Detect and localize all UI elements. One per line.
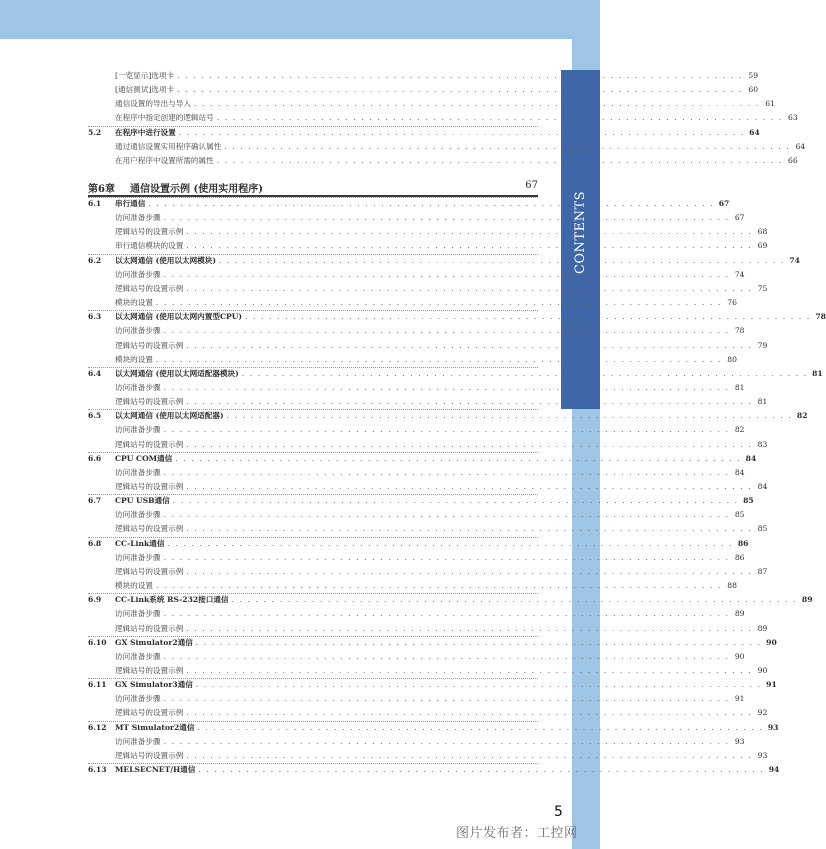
toc-subsection-entry[interactable]	[88, 240, 768, 252]
toc-entry-page: 92	[757, 708, 768, 718]
toc-section-entry[interactable]	[88, 495, 754, 507]
toc-entry-title: 逻辑站号的设置示例	[115, 750, 184, 760]
dot-leader: . . . . . . . . . . . . . . . . . . . . . . . . . . . . . . . . . . . . . . . . . . . . . . . . . . . . . . . . . . . . . . . . . . . . . . .	[197, 722, 764, 732]
toc-subsection-entry[interactable]	[88, 354, 737, 366]
toc-entry-title: MELSECNET/H通信	[115, 765, 196, 774]
toc-subsection-entry[interactable]	[88, 750, 768, 762]
toc-entry-title: 访问准备步骤	[115, 425, 161, 435]
dot-leader: . . . . . . . . . . . . . . . . . . . . . . . . . . . . . . . . . . . . . . . . . . . . . . . . . . . . . . . . . . . . . . . . . . . . . . .	[195, 637, 762, 647]
toc-entry-page: 90	[734, 651, 745, 661]
section-separator	[88, 197, 538, 198]
toc-entry-number: 6.1	[88, 199, 102, 208]
toc-section-entry[interactable]	[88, 410, 808, 422]
toc-section-entry[interactable]	[88, 311, 826, 323]
toc-entry-page: 74	[789, 255, 800, 265]
toc-subsection-entry[interactable]	[88, 566, 768, 578]
dot-leader: . . . . . . . . . . . . . . . . . . . . . . . . . . . . . . . . . . . . . . . . . . . . . . . . . . . . . . . . . . . . . . . . . . . . . . .	[177, 85, 744, 95]
dot-leader: . . . . . . . . . . . . . . . . . . . . . . . . . . . . . . . . . . . . . . . . . . . . . . . . . . . . . . . . . . . . . . . . . . . . . . .	[186, 750, 753, 760]
toc-subsection-entry[interactable]	[88, 70, 759, 82]
toc-entry-page: 86	[737, 538, 749, 548]
toc-entry-page: 78	[815, 312, 826, 322]
section-separator	[88, 763, 538, 764]
chapter-number: 第6章	[88, 184, 115, 195]
toc-section-entry[interactable]	[88, 637, 777, 649]
dot-leader: . . . . . . . . . . . . . . . . . . . . . . . . . . . . . . . . . . . . . . . . . . . . . . . . . . . . . . . . . . . . . . . . . . . . . . .	[186, 566, 753, 576]
section-separator	[88, 367, 538, 368]
toc-entry-title: 访问准备步骤	[115, 382, 161, 392]
toc-entry-title: 访问准备步骤	[115, 213, 161, 223]
toc-entry-number: 6.13	[88, 765, 107, 774]
toc-subsection-entry[interactable]	[88, 382, 745, 394]
dot-leader: . . . . . . . . . . . . . . . . . . . . . . . . . . . . . . . . . . . . . . . . . . . . . . . . . . . . . . . . . . . . . . . . . . . . . . .	[163, 736, 730, 746]
section-separator	[88, 593, 538, 594]
toc-section-entry[interactable]	[88, 722, 779, 734]
toc-entry-title: CPU USB通信	[115, 496, 170, 506]
section-separator	[88, 537, 538, 538]
toc-section-entry[interactable]	[88, 368, 823, 380]
toc-subsection-entry[interactable]	[88, 212, 745, 224]
toc-entry-title: 通过通信设置实用程序确认属性	[115, 141, 222, 151]
dot-leader: . . . . . . . . . . . . . . . . . . . . . . . . . . . . . . . . . . . . . . . . . . . . . . . . . . . . . . . . . . . . . . . . . . . . . . .	[186, 524, 753, 534]
toc-subsection-entry[interactable]	[88, 424, 745, 436]
toc-entry-title: CC-Link通信	[115, 538, 165, 548]
toc-entry-page: 90	[766, 637, 777, 647]
toc-entry-page: 90	[757, 665, 768, 675]
toc-section-entry[interactable]	[88, 679, 777, 691]
toc-entry-title: 模块的设置	[115, 581, 153, 591]
dot-leader: . . . . . . . . . . . . . . . . . . . . . . . . . . . . . . . . . . . . . . . . . . . . . . . . . . . . . . . . . . . . . . . . . . . . . . .	[163, 651, 730, 661]
dot-leader: . . . . . . . . . . . . . . . . . . . . . . . . . . . . . . . . . . . . . . . . . . . . . . . . . . . . . . . . . . . . . . . . . . . . . . .	[244, 312, 811, 322]
toc-entry-title: CPU COM通信	[115, 453, 173, 463]
page-number: 5	[554, 804, 563, 820]
dot-leader: . . . . . . . . . . . . . . . . . . . . . . . . . . . . . . . . . . . . . . . . . . . . . . . . . . . . . . . . . . . . . . . . . . . . . . .	[178, 127, 745, 137]
toc-subsection-entry[interactable]	[88, 98, 775, 110]
toc-entry-page: 76	[727, 298, 737, 308]
dot-leader: . . . . . . . . . . . . . . . . . . . . . . . . . . . . . . . . . . . . . . . . . . . . . . . . . . . . . . . . . . . . . . . . . . . . . . .	[231, 595, 798, 605]
toc-entry-title: 在程序中进行设置	[115, 127, 176, 137]
toc-subsection-entry[interactable]	[88, 523, 768, 535]
toc-entry-page: 78	[734, 326, 745, 336]
dot-leader: . . . . . . . . . . . . . . . . . . . . . . . . . . . . . . . . . . . . . . . . . . . . . . . . . . . . . . . . . . . . . . . . . . . . . . .	[155, 298, 722, 308]
section-separator	[88, 126, 538, 127]
dot-leader: . . . . . . . . . . . . . . . . . . . . . . . . . . . . . . . . . . . . . . . . . . . . . . . . . . . . . . . . . . . . . . . . . . . . . . .	[216, 113, 783, 123]
toc-entry-title: [通信测试]选项卡	[115, 85, 175, 95]
dot-leader: . . . . . . . . . . . . . . . . . . . . . . . . . . . . . . . . . . . . . . . . . . . . . . . . . . . . . . . . . . . . . . . . . . . . . . .	[163, 382, 730, 392]
top-color-band	[0, 0, 600, 39]
dot-leader: . . . . . . . . . . . . . . . . . . . . . . . . . . . . . . . . . . . . . . . . . . . . . . . . . . . . . . . . . . . . . . . . . . . . . . .	[163, 510, 730, 520]
toc-section-entry[interactable]	[88, 594, 813, 606]
toc-entry-page: 81	[757, 397, 768, 407]
toc-subsection-entry[interactable]	[88, 552, 745, 564]
dot-leader: . . . . . . . . . . . . . . . . . . . . . . . . . . . . . . . . . . . . . . . . . . . . . . . . . . . . . . . . . . . . . . . . . . . . . . .	[163, 694, 730, 704]
dot-leader: . . . . . . . . . . . . . . . . . . . . . . . . . . . . . . . . . . . . . . . . . . . . . . . . . . . . . . . . . . . . . . . . . . . . . . .	[186, 340, 753, 350]
toc-section-entry[interactable]	[88, 198, 730, 210]
toc-entry-title: 逻辑站号的设置示例	[115, 397, 184, 407]
toc-entry-page: 83	[757, 439, 768, 449]
toc-entry-page: 59	[748, 71, 759, 80]
toc-entry-title: 以太网通信 (使用以太网模块)	[115, 255, 216, 265]
toc-subsection-entry[interactable]	[88, 396, 768, 408]
dot-leader: . . . . . . . . . . . . . . . . . . . . . . . . . . . . . . . . . . . . . . . . . . . . . . . . . . . . . . . . . . . . . . . . . . . . . . .	[186, 397, 753, 407]
toc-subsection-entry[interactable]	[88, 467, 745, 479]
dot-leader: . . . . . . . . . . . . . . . . . . . . . . . . . . . . . . . . . . . . . . . . . . . . . . . . . . . . . . . . . . . . . . . . . . . . . . .	[148, 199, 715, 208]
toc-subsection-entry[interactable]	[88, 155, 798, 167]
toc-entry-page: 93	[734, 736, 745, 746]
toc-entry-title: 通信设置的导出与导入	[115, 99, 191, 109]
toc-subsection-entry[interactable]	[88, 580, 737, 592]
toc-section-entry[interactable]	[88, 255, 800, 267]
toc-subsection-entry[interactable]	[88, 325, 745, 337]
toc-subsection-entry[interactable]	[88, 707, 768, 719]
toc-entry-title: 串行通信	[115, 199, 146, 208]
section-separator	[88, 452, 538, 453]
toc-subsection-entry[interactable]	[88, 297, 737, 309]
dot-leader: . . . . . . . . . . . . . . . . . . . . . . . . . . . . . . . . . . . . . . . . . . . . . . . . . . . . . . . . . . . . . . . . . . . . . . .	[193, 99, 760, 109]
toc-entry-number: 6.3	[88, 312, 102, 322]
dot-leader: . . . . . . . . . . . . . . . . . . . . . . . . . . . . . . . . . . . . . . . . . . . . . . . . . . . . . . . . . . . . . . . . . . . . . . .	[186, 708, 753, 718]
dot-leader: . . . . . . . . . . . . . . . . . . . . . . . . . . . . . . . . . . . . . . . . . . . . . . . . . . . . . . . . . . . . . . . . . . . . . . .	[186, 227, 753, 237]
section-separator	[88, 494, 538, 495]
dot-leader: . . . . . . . . . . . . . . . . . . . . . . . . . . . . . . . . . . . . . . . . . . . . . . . . . . . . . . . . . . . . . . . . . . . . . . .	[186, 439, 753, 449]
dot-leader: . . . . . . . . . . . . . . . . . . . . . . . . . . . . . . . . . . . . . . . . . . . . . . . . . . . . . . . . . . . . . . . . . . . . . . .	[177, 71, 744, 80]
toc-entry-page: 66	[788, 155, 798, 165]
toc-entry-number: 6.6	[88, 453, 102, 463]
toc-entry-title: 访问准备步骤	[115, 694, 161, 704]
dot-leader: . . . . . . . . . . . . . . . . . . . . . . . . . . . . . . . . . . . . . . . . . . . . . . . . . . . . . . . . . . . . . . . . . . . . . . .	[186, 241, 753, 251]
toc-entry-page: 89	[801, 595, 813, 605]
toc-subsection-entry[interactable]	[88, 608, 745, 620]
toc-entry-page: 61	[765, 99, 775, 109]
dot-leader: . . . . . . . . . . . . . . . . . . . . . . . . . . . . . . . . . . . . . . . . . . . . . . . . . . . . . . . . . . . . . . . . . . . . . . .	[224, 141, 791, 151]
toc-entry-page: 94	[768, 765, 780, 774]
dot-leader: . . . . . . . . . . . . . . . . . . . . . . . . . . . . . . . . . . . . . . . . . . . . . . . . . . . . . . . . . . . . . . . . . . . . . . .	[186, 283, 753, 293]
toc-entry-title: 逻辑站号的设置示例	[115, 566, 184, 576]
dot-leader: . . . . . . . . . . . . . . . . . . . . . . . . . . . . . . . . . . . . . . . . . . . . . . . . . . . . . . . . . . . . . . . . . . . . . . .	[163, 609, 730, 619]
toc-section-entry[interactable]	[88, 453, 757, 465]
toc-subsection-entry[interactable]	[88, 283, 768, 295]
toc-entry-page: 91	[734, 694, 745, 704]
section-separator	[88, 409, 538, 410]
dot-leader: . . . . . . . . . . . . . . . . . . . . . . . . . . . . . . . . . . . . . . . . . . . . . . . . . . . . . . . . . . . . . . . . . . . . . . .	[186, 482, 753, 491]
toc-entry-title: 在用户程序中设置所需的属性	[115, 155, 214, 165]
section-separator	[88, 636, 538, 637]
toc-entry-title: 模块的设置	[115, 298, 153, 308]
dot-leader: . . . . . . . . . . . . . . . . . . . . . . . . . . . . . . . . . . . . . . . . . . . . . . . . . . . . . . . . . . . . . . . . . . . . . . .	[175, 453, 742, 463]
toc-entry-page: 80	[727, 354, 737, 364]
dot-leader: . . . . . . . . . . . . . . . . . . . . . . . . . . . . . . . . . . . . . . . . . . . . . . . . . . . . . . . . . . . . . . . . . . . . . . .	[172, 496, 739, 506]
section-separator	[88, 310, 538, 311]
toc-entry-page: 89	[757, 623, 768, 633]
toc-subsection-entry[interactable]	[88, 665, 768, 677]
toc-entry-title: 逻辑站号的设置示例	[115, 708, 184, 718]
toc-entry-title: 逻辑站号的设置示例	[115, 524, 184, 534]
toc-subsection-entry[interactable]	[88, 481, 768, 493]
toc-entry-number: 6.7	[88, 496, 102, 506]
toc-section-entry[interactable]	[88, 127, 760, 139]
toc-entry-page: 64	[749, 127, 760, 137]
toc-entry-page: 74	[734, 269, 745, 279]
toc-subsection-entry[interactable]	[88, 693, 745, 705]
toc-entry-page: 75	[757, 283, 768, 293]
toc-entry-title: GX Simulator3通信	[115, 680, 193, 690]
toc-entry-title: 逻辑站号的设置示例	[115, 283, 184, 293]
toc-entry-title: 以太网通信 (使用以太网内置型CPU)	[115, 312, 242, 322]
toc-entry-number: 6.11	[88, 680, 107, 690]
toc-entry-page: 82	[796, 411, 808, 421]
toc-entry-title: 访问准备步骤	[115, 510, 161, 520]
toc-subsection-entry[interactable]	[88, 112, 798, 124]
chapter-page: 67	[525, 180, 538, 191]
toc-entry-title: 访问准备步骤	[115, 467, 161, 477]
toc-entry-page: 82	[734, 425, 745, 435]
dot-leader: . . . . . . . . . . . . . . . . . . . . . . . . . . . . . . . . . . . . . . . . . . . . . . . . . . . . . . . . . . . . . . . . . . . . . . .	[218, 255, 785, 265]
toc-entry-title: 逻辑站号的设置示例	[115, 665, 184, 675]
toc-entry-page: 91	[766, 680, 777, 690]
toc-entry-page: 81	[812, 368, 823, 378]
toc-entry-page: 93	[757, 750, 768, 760]
toc-entry-title: 逻辑站号的设置示例	[115, 439, 184, 449]
section-separator	[88, 678, 538, 679]
toc-entry-page: 67	[734, 213, 745, 223]
toc-entry-title: 模块的设置	[115, 354, 153, 364]
toc-entry-number: 5.2	[88, 127, 102, 137]
toc-entry-page: 85	[743, 496, 754, 506]
watermark: 图片发布者：工控网	[456, 826, 578, 841]
toc-entry-title: 串行通信模块的设置	[115, 241, 184, 251]
toc-entry-title: 以太网通信 (使用以太网适配器)	[115, 411, 224, 421]
toc-entry-page: 87	[757, 566, 768, 576]
toc-entry-title: 访问准备步骤	[115, 609, 161, 619]
toc-entry-title: CC-Link系统 RS-232接口通信	[115, 595, 229, 605]
toc-subsection-entry[interactable]	[88, 736, 745, 748]
toc-entry-title: MT Simulator2通信	[115, 722, 195, 732]
dot-leader: . . . . . . . . . . . . . . . . . . . . . . . . . . . . . . . . . . . . . . . . . . . . . . . . . . . . . . . . . . . . . . . . . . . . . . .	[241, 368, 808, 378]
toc-entry-page: 67	[718, 199, 730, 208]
toc-entry-title: 逻辑站号的设置示例	[115, 623, 184, 633]
toc-entry-title: 访问准备步骤	[115, 326, 161, 336]
toc-entry-title: 逻辑站号的设置示例	[115, 340, 184, 350]
toc-subsection-entry[interactable]	[88, 623, 768, 635]
toc-entry-page: 89	[734, 609, 745, 619]
toc-entry-page: 93	[767, 722, 779, 732]
toc-entry-page: 64	[795, 141, 806, 151]
dot-leader: . . . . . . . . . . . . . . . . . . . . . . . . . . . . . . . . . . . . . . . . . . . . . . . . . . . . . . . . . . . . . . . . . . . . . . .	[163, 467, 730, 477]
toc-entry-number: 6.9	[88, 595, 102, 605]
dot-leader: . . . . . . . . . . . . . . . . . . . . . . . . . . . . . . . . . . . . . . . . . . . . . . . . . . . . . . . . . . . . . . . . . . . . . . .	[163, 425, 730, 435]
dot-leader: . . . . . . . . . . . . . . . . . . . . . . . . . . . . . . . . . . . . . . . . . . . . . . . . . . . . . . . . . . . . . . . . . . . . . . .	[195, 680, 762, 690]
contents-tab-label: CONTENTS	[573, 190, 588, 275]
toc-entry-number: 6.12	[88, 722, 107, 732]
toc-entry-page: 84	[745, 453, 757, 463]
toc-subsection-entry[interactable]	[88, 340, 768, 352]
dot-leader: . . . . . . . . . . . . . . . . . . . . . . . . . . . . . . . . . . . . . . . . . . . . . . . . . . . . . . . . . . . . . . . . . . . . . . .	[163, 213, 730, 223]
toc-subsection-entry[interactable]	[88, 439, 768, 451]
toc-entry-page: 85	[757, 524, 768, 534]
dot-leader: . . . . . . . . . . . . . . . . . . . . . . . . . . . . . . . . . . . . . . . . . . . . . . . . . . . . . . . . . . . . . . . . . . . . . . .	[198, 765, 765, 774]
toc-entry-page: 81	[734, 382, 745, 392]
toc-entry-page: 85	[734, 510, 745, 520]
toc-entry-page: 88	[727, 581, 737, 591]
dot-leader: . . . . . . . . . . . . . . . . . . . . . . . . . . . . . . . . . . . . . . . . . . . . . . . . . . . . . . . . . . . . . . . . . . . . . . .	[163, 552, 730, 562]
section-separator	[88, 721, 538, 722]
dot-leader: . . . . . . . . . . . . . . . . . . . . . . . . . . . . . . . . . . . . . . . . . . . . . . . . . . . . . . . . . . . . . . . . . . . . . . .	[163, 326, 730, 336]
toc-entry-title: 访问准备步骤	[115, 736, 161, 746]
toc-entry-number: 6.5	[88, 411, 102, 421]
toc-subsection-entry[interactable]	[88, 269, 745, 281]
chapter-title: 通信设置示例 (使用实用程序)	[130, 184, 263, 195]
toc-entry-title: [一览显示]选项卡	[115, 71, 175, 80]
dot-leader: . . . . . . . . . . . . . . . . . . . . . . . . . . . . . . . . . . . . . . . . . . . . . . . . . . . . . . . . . . . . . . . . . . . . . . .	[216, 155, 783, 165]
toc-entry-page: 60	[748, 85, 759, 95]
toc-entry-title: 访问准备步骤	[115, 269, 161, 279]
toc-entry-page: 86	[734, 552, 745, 562]
toc-entry-number: 6.10	[88, 637, 107, 647]
toc-section-entry[interactable]	[88, 764, 780, 776]
toc-subsection-entry[interactable]	[88, 226, 768, 238]
toc-entry-page: 84	[734, 467, 745, 477]
toc-subsection-entry[interactable]	[88, 651, 745, 663]
toc-entry-title: 逻辑站号的设置示例	[115, 227, 184, 237]
toc-entry-number: 6.8	[88, 538, 102, 548]
toc-entry-title: GX Simulator2通信	[115, 637, 193, 647]
toc-entry-title: 在程序中指定创建的逻辑站号	[115, 113, 214, 123]
toc-entry-page: 84	[757, 482, 768, 491]
dot-leader: . . . . . . . . . . . . . . . . . . . . . . . . . . . . . . . . . . . . . . . . . . . . . . . . . . . . . . . . . . . . . . . . . . . . . . .	[186, 665, 753, 675]
toc-subsection-entry[interactable]	[88, 509, 745, 521]
toc-subsection-entry[interactable]	[88, 84, 759, 96]
toc-entry-number: 6.4	[88, 368, 102, 378]
toc-entry-number: 6.2	[88, 255, 102, 265]
toc-subsection-entry[interactable]	[88, 141, 806, 153]
toc-entry-page: 63	[788, 113, 798, 123]
chapter-heading[interactable]	[88, 180, 538, 194]
section-separator	[88, 254, 538, 255]
dot-leader: . . . . . . . . . . . . . . . . . . . . . . . . . . . . . . . . . . . . . . . . . . . . . . . . . . . . . . . . . . . . . . . . . . . . . . .	[167, 538, 734, 548]
toc-entry-page: 68	[757, 227, 768, 237]
dot-leader: . . . . . . . . . . . . . . . . . . . . . . . . . . . . . . . . . . . . . . . . . . . . . . . . . . . . . . . . . . . . . . . . . . . . . . .	[163, 269, 730, 279]
dot-leader: . . . . . . . . . . . . . . . . . . . . . . . . . . . . . . . . . . . . . . . . . . . . . . . . . . . . . . . . . . . . . . . . . . . . . . .	[226, 411, 793, 421]
toc-section-entry[interactable]	[88, 538, 749, 550]
toc-entry-title: 以太网通信 (使用以太网适配器模块)	[115, 368, 239, 378]
toc-entry-page: 69	[757, 241, 768, 251]
toc-entry-title: 逻辑站号的设置示例	[115, 482, 184, 491]
toc-entry-page: 79	[757, 340, 768, 350]
toc-entry-title: 访问准备步骤	[115, 552, 161, 562]
dot-leader: . . . . . . . . . . . . . . . . . . . . . . . . . . . . . . . . . . . . . . . . . . . . . . . . . . . . . . . . . . . . . . . . . . . . . . .	[186, 623, 753, 633]
toc-entry-title: 访问准备步骤	[115, 651, 161, 661]
dot-leader: . . . . . . . . . . . . . . . . . . . . . . . . . . . . . . . . . . . . . . . . . . . . . . . . . . . . . . . . . . . . . . . . . . . . . . .	[155, 354, 722, 364]
dot-leader: . . . . . . . . . . . . . . . . . . . . . . . . . . . . . . . . . . . . . . . . . . . . . . . . . . . . . . . . . . . . . . . . . . . . . . .	[155, 581, 722, 591]
